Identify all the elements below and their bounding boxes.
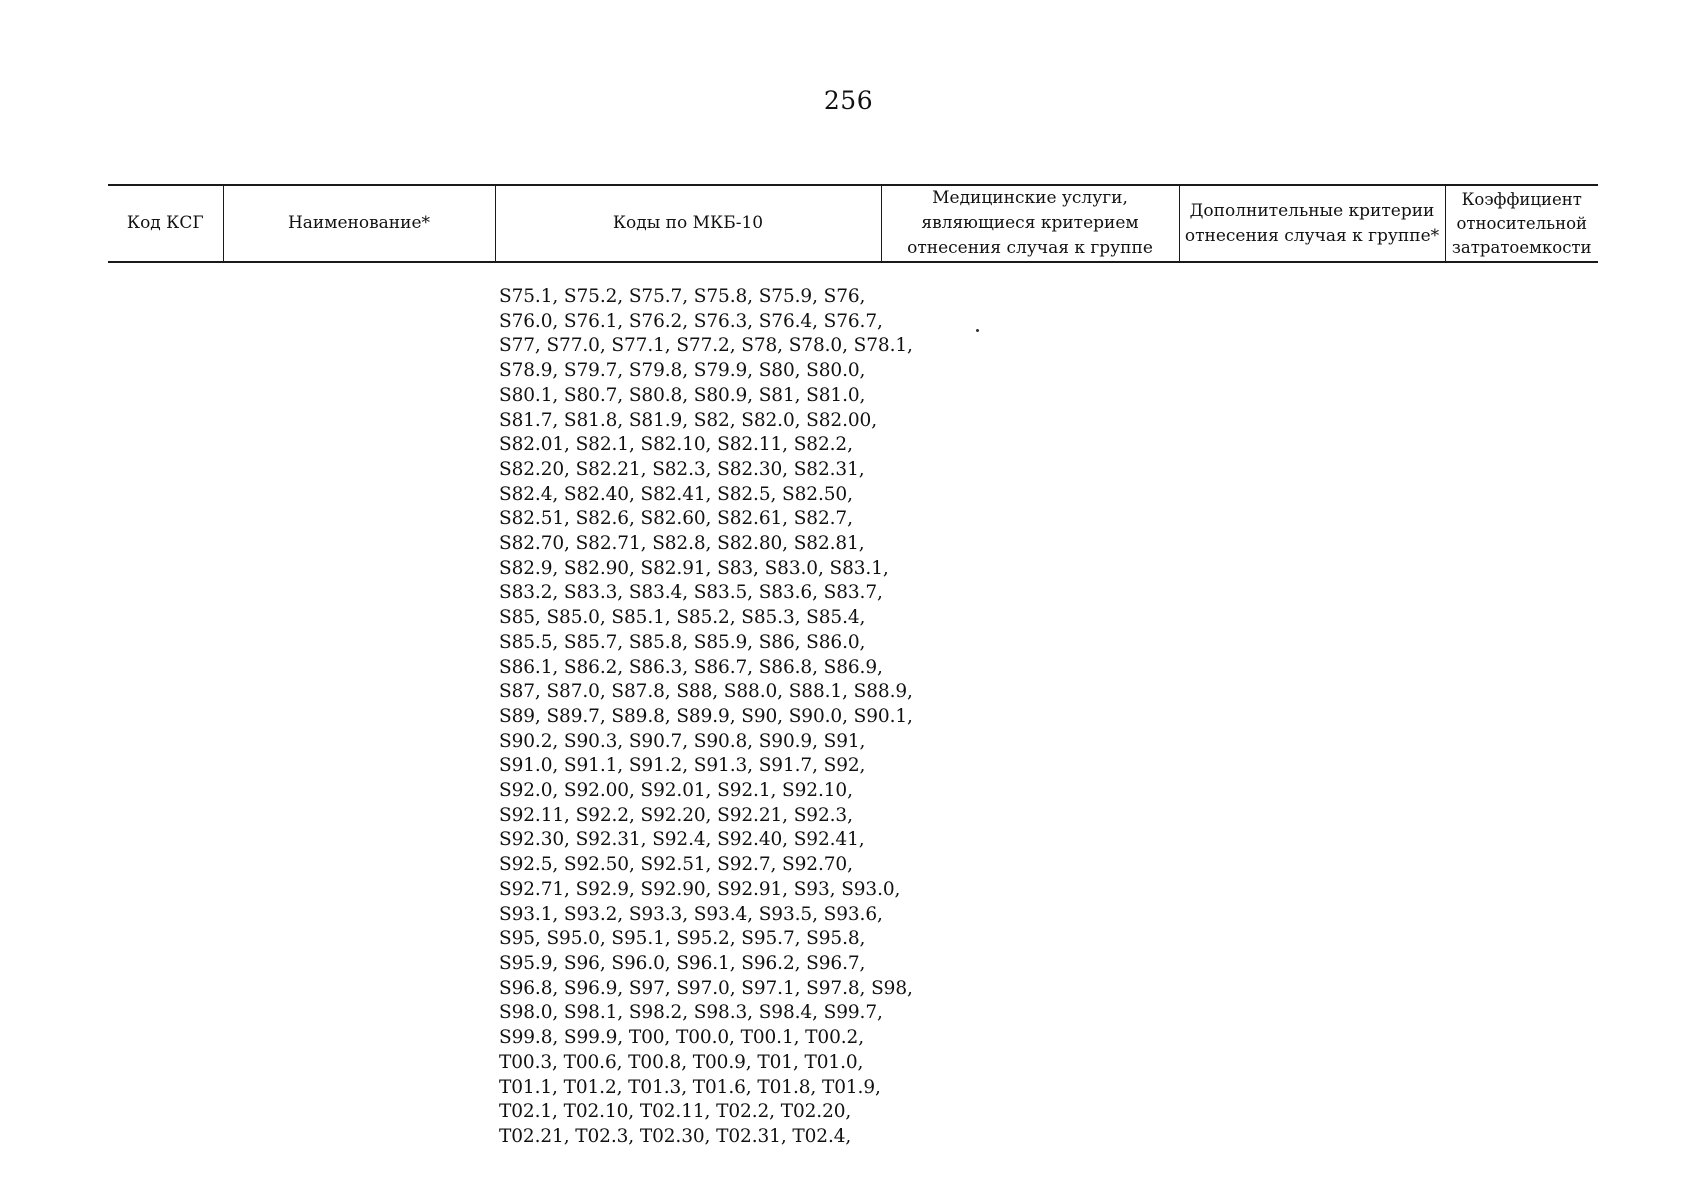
icd-code-line: S77, S77.0, S77.1, S77.2, S78, S78.0, S78.1, — [499, 335, 913, 357]
header-icd-codes: Коды по МКБ-10 — [495, 185, 881, 262]
icd-code-line: S75.1, S75.2, S75.7, S75.8, S75.9, S76, — [499, 286, 866, 307]
icd-code-line: S86.1, S86.2, S86.3, S86.7, S86.8, S86.9, — [499, 656, 883, 678]
icd-code-line: S87, S87.0, S87.8, S88, S88.0, S88.1, S88.9, — [499, 681, 913, 703]
header-medical-services-line: Медицинские услуги, — [932, 188, 1128, 208]
icd-code-line: S82.01, S82.1, S82.10, S82.11, S82.2, — [499, 434, 853, 456]
header-name: Наименование* — [223, 185, 495, 262]
icd-code-line: T00.3, T00.6, T00.8, T00.9, T01, T01.0, — [499, 1051, 864, 1073]
table-row — [108, 262, 1598, 1150]
icd-code-line: S93.1, S93.2, S93.3, S93.4, S93.5, S93.6, — [499, 903, 883, 925]
icd-code-line: S81.7, S81.8, S81.9, S82, S82.0, S82.00, — [499, 409, 877, 431]
icd-code-line: S85.5, S85.7, S85.8, S85.9, S86, S86.0, — [499, 631, 866, 653]
icd-code-line: S90.2, S90.3, S90.7, S90.8, S90.9, S91, — [499, 730, 866, 752]
header-medical-services-line: являющиеся критерием — [921, 213, 1139, 233]
icd-code-line: S91.0, S91.1, S91.2, S91.3, S91.7, S92, — [499, 755, 866, 777]
header-coefficient-line: затратоемкости — [1451, 237, 1592, 257]
cell-medical-services — [881, 262, 1179, 1150]
icd-code-line: S76.0, S76.1, S76.2, S76.3, S76.4, S76.7, — [499, 310, 883, 332]
icd-code-line: T01.1, T01.2, T01.3, T01.6, T01.8, T01.9, — [499, 1076, 881, 1098]
icd-code-line: S92.30, S92.31, S92.4, S92.40, S92.41, — [499, 829, 865, 851]
header-row — [108, 185, 1598, 262]
header-coefficient — [1445, 185, 1598, 262]
icd-code-line: S96.8, S96.9, S97, S97.0, S97.1, S97.8, S98, — [499, 977, 913, 999]
icd-code-line: S99.8, S99.9, T00, T00.0, T00.1, T00.2, — [499, 1027, 864, 1049]
icd-code-line: T02.1, T02.10, T02.11, T02.2, T02.20, — [499, 1101, 852, 1123]
icd-code-line: S82.20, S82.21, S82.3, S82.30, S82.31, — [499, 458, 865, 480]
header-additional-criteria-line: Дополнительные критерии — [1189, 200, 1435, 221]
table-body — [108, 262, 1598, 1150]
icd-code-line: S83.2, S83.3, S83.4, S83.5, S83.6, S83.7, — [499, 582, 883, 604]
icd-code-line: S95.9, S96, S96.0, S96.1, S96.2, S96.7, — [499, 952, 866, 974]
icd-code-line: S92.0, S92.00, S92.01, S92.1, S92.10, — [499, 780, 853, 802]
icd-code-line: S82.51, S82.6, S82.60, S82.61, S82.7, — [499, 508, 853, 530]
header-code-ksg: Код КСГ — [108, 185, 223, 262]
header-additional-criteria — [1179, 185, 1445, 262]
stray-dot-mark — [976, 329, 979, 332]
icd-code-line: S92.71, S92.9, S92.90, S92.91, S93, S93.0, — [499, 878, 901, 900]
table-header — [108, 185, 1598, 262]
cell-additional-criteria — [1179, 262, 1445, 1150]
header-medical-services — [881, 185, 1179, 262]
cell-coefficient — [1445, 262, 1598, 1150]
header-additional-criteria-line: отнесения случая к группе* — [1184, 225, 1440, 246]
icd-code-line: S95, S95.0, S95.1, S95.2, S95.7, S95.8, — [499, 928, 866, 950]
header-coefficient-line: Коэффициент — [1461, 189, 1582, 209]
icd-code-line: S89, S89.7, S89.8, S89.9, S90, S90.0, S90.1, — [499, 705, 913, 727]
icd-codes-list — [499, 285, 913, 1150]
icd-code-line: S92.5, S92.50, S92.51, S92.7, S92.70, — [499, 854, 853, 876]
icd-code-line: S78.9, S79.7, S79.8, S79.9, S80, S80.0, — [499, 360, 866, 382]
icd-code-line: S85, S85.0, S85.1, S85.2, S85.3, S85.4, — [499, 607, 866, 629]
ksg-table-container — [108, 184, 1598, 1150]
cell-name — [223, 262, 495, 1150]
page-number: 256 — [823, 86, 874, 115]
cell-icd-codes — [495, 262, 913, 1150]
icd-code-line: S80.1, S80.7, S80.8, S80.9, S81, S81.0, — [499, 384, 866, 406]
cell-code-ksg — [108, 262, 223, 1150]
icd-code-line: S82.4, S82.40, S82.41, S82.5, S82.50, — [499, 483, 853, 505]
icd-code-line: S98.0, S98.1, S98.2, S98.3, S98.4, S99.7, — [499, 1002, 883, 1024]
header-medical-services-line: отнесения случая к группе — [907, 238, 1153, 258]
icd-code-line: S92.11, S92.2, S92.20, S92.21, S92.3, — [499, 804, 853, 826]
icd-code-line: S82.9, S82.90, S82.91, S83, S83.0, S83.1, — [499, 557, 889, 579]
header-coefficient-line: относительной — [1456, 213, 1588, 233]
ksg-table — [108, 184, 1598, 1150]
icd-code-line: S82.70, S82.71, S82.8, S82.80, S82.81, — [499, 533, 865, 555]
icd-code-line: T02.21, T02.3, T02.30, T02.31, T02.4, — [499, 1125, 852, 1147]
